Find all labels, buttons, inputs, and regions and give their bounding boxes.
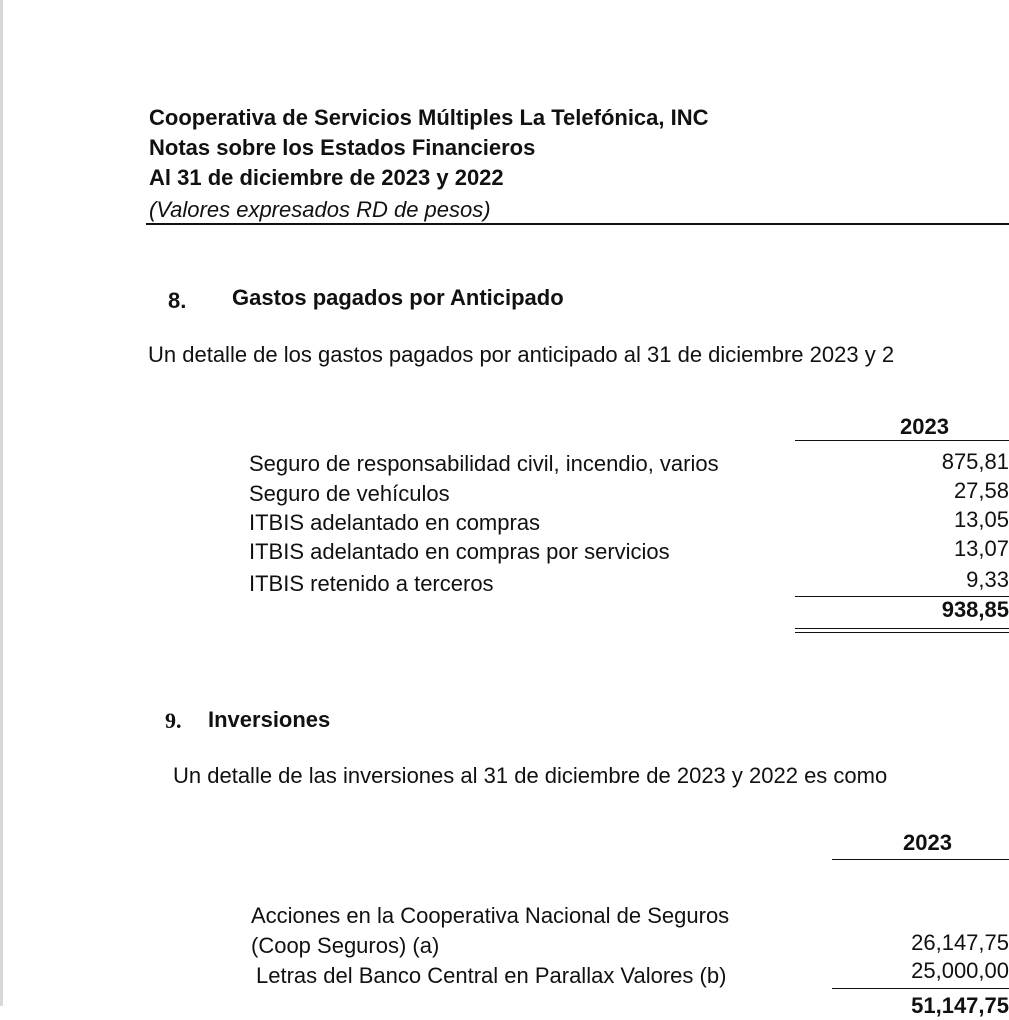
- section-9-number: 9.: [165, 708, 182, 733]
- section-8-total-rule-1: [795, 628, 1009, 629]
- header-rule: [146, 223, 1009, 225]
- section-8-total: 938,85: [941, 597, 1009, 622]
- section-9-column-rule: [832, 859, 1009, 860]
- company-name: Cooperativa de Servicios Múltiples La Telefónica, INC: [149, 105, 709, 130]
- section-9-row-label: (Coop Seguros) (a): [251, 933, 440, 958]
- section-9-subtotal-rule: [832, 988, 1009, 989]
- section-8-intro: Un detalle de los gastos pagados por anticipado al 31 de diciembre 2023 y 2: [148, 342, 895, 367]
- page-edge-shadow: [0, 0, 3, 1006]
- currency-note: (Valores expresados RD de pesos): [149, 197, 491, 222]
- section-9-column-year: 2023: [903, 830, 952, 855]
- section-8-column-year: 2023: [900, 414, 949, 439]
- section-8-row-value: 9,33: [966, 567, 1009, 592]
- section-8-total-rule-2: [795, 632, 1009, 633]
- section-9-row-value: 25,000,00: [911, 958, 1009, 983]
- document-title: Notas sobre los Estados Financieros: [149, 135, 536, 160]
- section-8-title: Gastos pagados por Anticipado: [232, 285, 564, 310]
- section-8-row-label: Seguro de vehículos: [249, 481, 450, 506]
- section-9-row-value: 26,147,75: [911, 930, 1009, 955]
- section-9-intro: Un detalle de las inversiones al 31 de diciembre de 2023 y 2022 es como: [173, 763, 888, 788]
- section-8-number: 8.: [168, 288, 187, 313]
- section-8-column-rule: [795, 440, 1009, 441]
- section-9-title: Inversiones: [208, 707, 331, 732]
- section-8-row-value: 875,81: [941, 449, 1009, 474]
- section-8-row-value: 13,07: [953, 536, 1009, 561]
- section-8-row-label: ITBIS retenido a terceros: [249, 571, 494, 596]
- section-9-row-label: Letras del Banco Central en Parallax Valores (b): [256, 963, 727, 988]
- section-8-row-label: ITBIS adelantado en compras por servicios: [249, 539, 670, 564]
- section-9-row-label: Acciones en la Cooperativa Nacional de Seguros: [251, 903, 730, 928]
- section-8-row-label: Seguro de responsabilidad civil, incendio, varios: [249, 451, 719, 476]
- report-date: Al 31 de diciembre de 2023 y 2022: [149, 165, 504, 190]
- section-9-total: 51,147,75: [911, 993, 1009, 1018]
- section-8-row-label: ITBIS adelantado en compras: [249, 510, 541, 535]
- section-8-row-value: 13,05: [953, 507, 1009, 532]
- section-8-row-value: 27,58: [953, 478, 1009, 503]
